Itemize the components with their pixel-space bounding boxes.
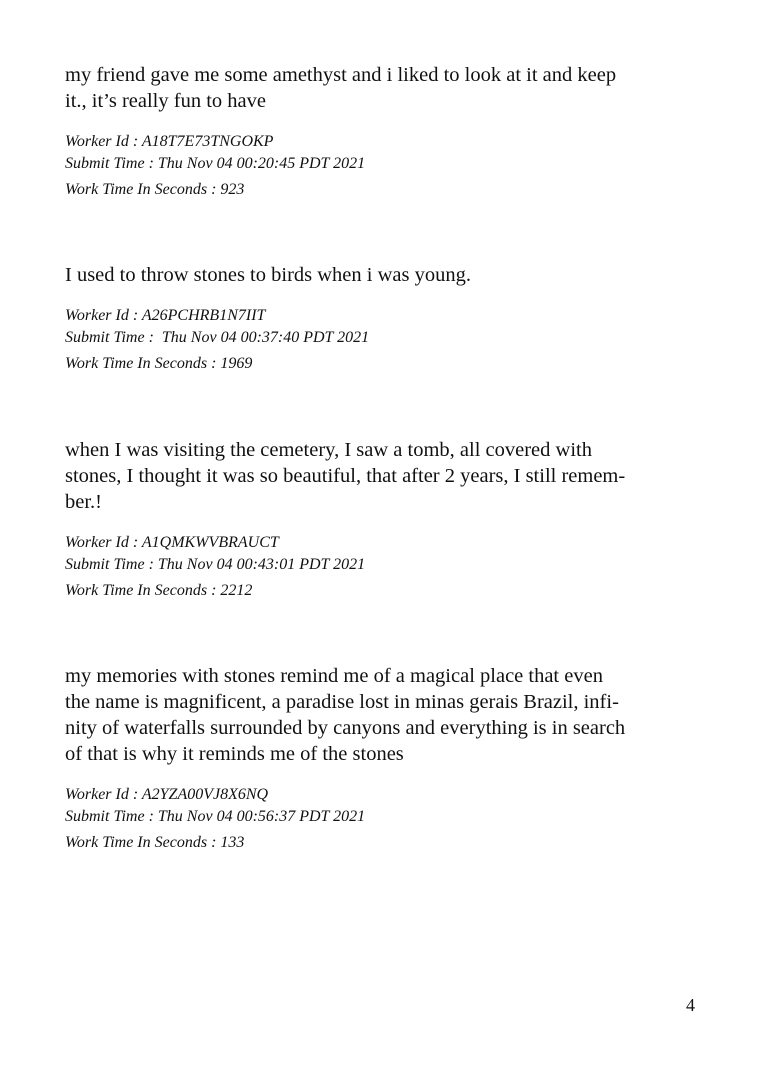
entry-text-line: I used to throw stones to birds when i was young. xyxy=(65,264,471,286)
entry-text xyxy=(65,62,705,114)
submit-time: Submit Time : Thu Nov 04 00:37:40 PDT 2021 xyxy=(65,329,370,346)
submit-time: Submit Time : Thu Nov 04 00:20:45 PDT 2021 xyxy=(65,155,366,172)
entry-text-line: of that is why it reminds me of the stones xyxy=(65,743,404,765)
page-number: 4 xyxy=(686,995,695,1015)
entry-text-line: nity of waterfalls surrounded by canyons and everything is in search xyxy=(65,717,626,739)
entry-metadata xyxy=(65,784,705,854)
work-time: Work Time In Seconds : 133 xyxy=(65,834,245,851)
entry-text xyxy=(65,437,705,515)
entry-metadata xyxy=(65,532,705,602)
entry-text-line: my memories with stones remind me of a magical place that even xyxy=(65,665,603,687)
entry-text-line: my friend gave me some amethyst and i liked to look at it and keep xyxy=(65,64,617,86)
entry-4 xyxy=(65,663,705,854)
entry-text-line: when I was visiting the cemetery, I saw a tomb, all covered with xyxy=(65,439,592,461)
entry-2 xyxy=(65,262,705,375)
entry-text xyxy=(65,262,705,288)
entry-text xyxy=(65,663,705,767)
work-time: Work Time In Seconds : 2212 xyxy=(65,582,253,599)
worker-id: Worker Id : A2YZA00VJ8X6NQ xyxy=(65,786,269,803)
worker-id: Worker Id : A26PCHRB1N7IIT xyxy=(65,307,266,324)
entry-3 xyxy=(65,437,705,602)
entry-metadata xyxy=(65,131,705,201)
entry-text-line: ber.! xyxy=(65,491,102,513)
entry-text-line: stones, I thought it was so beautiful, that after 2 years, I still remem- xyxy=(65,465,626,487)
worker-id: Worker Id : A1QMKWVBRAUCT xyxy=(65,534,279,551)
submit-time: Submit Time : Thu Nov 04 00:43:01 PDT 2021 xyxy=(65,556,366,573)
work-time: Work Time In Seconds : 923 xyxy=(65,181,245,198)
entry-1 xyxy=(65,62,705,201)
submit-time: Submit Time : Thu Nov 04 00:56:37 PDT 2021 xyxy=(65,808,366,825)
entry-metadata xyxy=(65,305,705,375)
entry-text-line: it., it’s really fun to have xyxy=(65,90,266,112)
work-time: Work Time In Seconds : 1969 xyxy=(65,355,253,372)
worker-id: Worker Id : A18T7E73TNGOKP xyxy=(65,133,274,150)
entry-text-line: the name is magnificent, a paradise lost in minas gerais Brazil, infi- xyxy=(65,691,619,713)
